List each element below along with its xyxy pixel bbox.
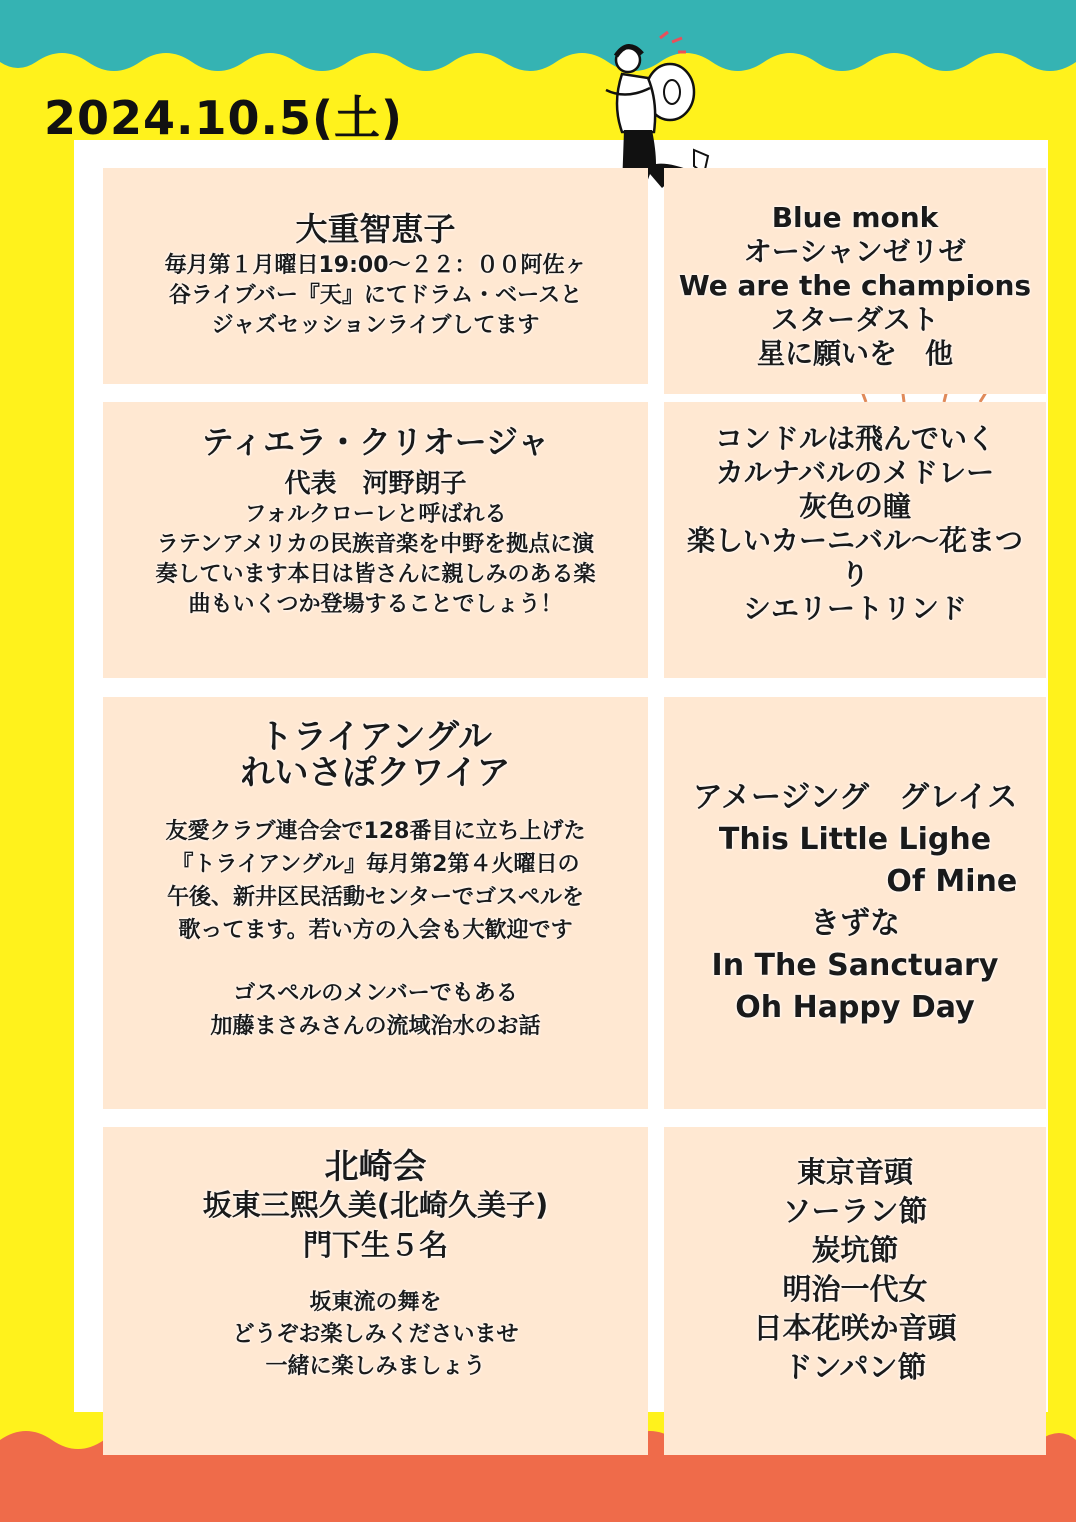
- act-2-description: フォルクローレと呼ばれる ラテンアメリカの民族音楽を中野を拠点に演 奏しています本日は皆さんに親しみのある楽 曲もいくつか登場することでしょう！: [155, 502, 596, 617]
- song-item: ソーラン節: [782, 1194, 928, 1228]
- act-4-songs: [664, 1127, 1046, 1455]
- song-item: コンドルは飛んでいく: [714, 422, 995, 455]
- song-item: In The Sanctuary: [711, 948, 999, 983]
- act-3-info: [103, 697, 648, 1109]
- song-item: 灰色の瞳: [798, 490, 911, 523]
- song-item: 星に願いを 他: [756, 337, 953, 370]
- song-item: シエリートリンド: [742, 592, 967, 625]
- act-3-name: トライアングル れいさぽクワイア: [240, 717, 511, 793]
- song-item: り: [840, 558, 869, 591]
- song-item: アメージング グレイス: [692, 780, 1018, 815]
- song-item: 日本花咲か音頭: [753, 1311, 957, 1345]
- act-1-description: 毎月第１月曜日19:00～２２：００阿佐ヶ 谷ライブバー『天』にてドラム・ベースと ジャズセッションライブしてます: [164, 253, 587, 338]
- song-item: 明治一代女: [782, 1272, 928, 1306]
- song-item: Blue monk: [771, 201, 939, 234]
- act-3-description: 友愛クラブ連合会で128番目に立ち上げた 『トライアングル』毎月第2第４火曜日の 午後、新井区民活動センターでゴスペルを 歌ってます。若い方の入会も大歓迎です: [165, 819, 586, 943]
- act-2-name: ティエラ・クリオージャ: [201, 423, 550, 461]
- song-item: 東京音頭: [796, 1155, 913, 1189]
- act-3-note: ゴスペルのメンバーでもある 加藤まさみさんの流域治水のお話: [210, 981, 541, 1039]
- song-item: 炭坑節: [811, 1233, 899, 1267]
- act-3-songs: [664, 697, 1046, 1109]
- act-4-name: 北崎会: [324, 1147, 427, 1187]
- song-item: きずな: [809, 906, 900, 941]
- song-item: Oh Happy Day: [735, 990, 975, 1025]
- act-4-members: 坂東三熙久美(北崎久美子) 門下生５名: [202, 1188, 549, 1262]
- act-1-name: 大重智恵子: [295, 210, 456, 248]
- act-4-description: 坂東流の舞を どうぞお楽しみくださいませ 一緒に楽しみましょう: [232, 1290, 519, 1379]
- act-1-info: [103, 168, 648, 384]
- top-wave-band: [0, 0, 1076, 90]
- song-item: We are the champions: [678, 269, 1032, 302]
- act-4-info: [103, 1127, 648, 1455]
- act-1-songs: [664, 168, 1046, 394]
- song-item: This Little Lighe: [718, 822, 992, 857]
- song-item: カルナバルのメドレー: [715, 456, 995, 489]
- act-2-info: [103, 402, 648, 678]
- song-item: オーシャンゼリゼ: [743, 235, 967, 268]
- song-item: Of Mine: [886, 864, 1018, 899]
- event-date: 2024.10.5(土): [44, 91, 404, 145]
- song-item: スターダスト: [770, 303, 939, 336]
- act-2-leader: 代表 河野朗子: [284, 469, 467, 499]
- song-item: 楽しいカーニバル～花まつ: [686, 524, 1023, 557]
- song-item: ドンパン節: [783, 1350, 927, 1384]
- act-2-songs: [664, 402, 1046, 678]
